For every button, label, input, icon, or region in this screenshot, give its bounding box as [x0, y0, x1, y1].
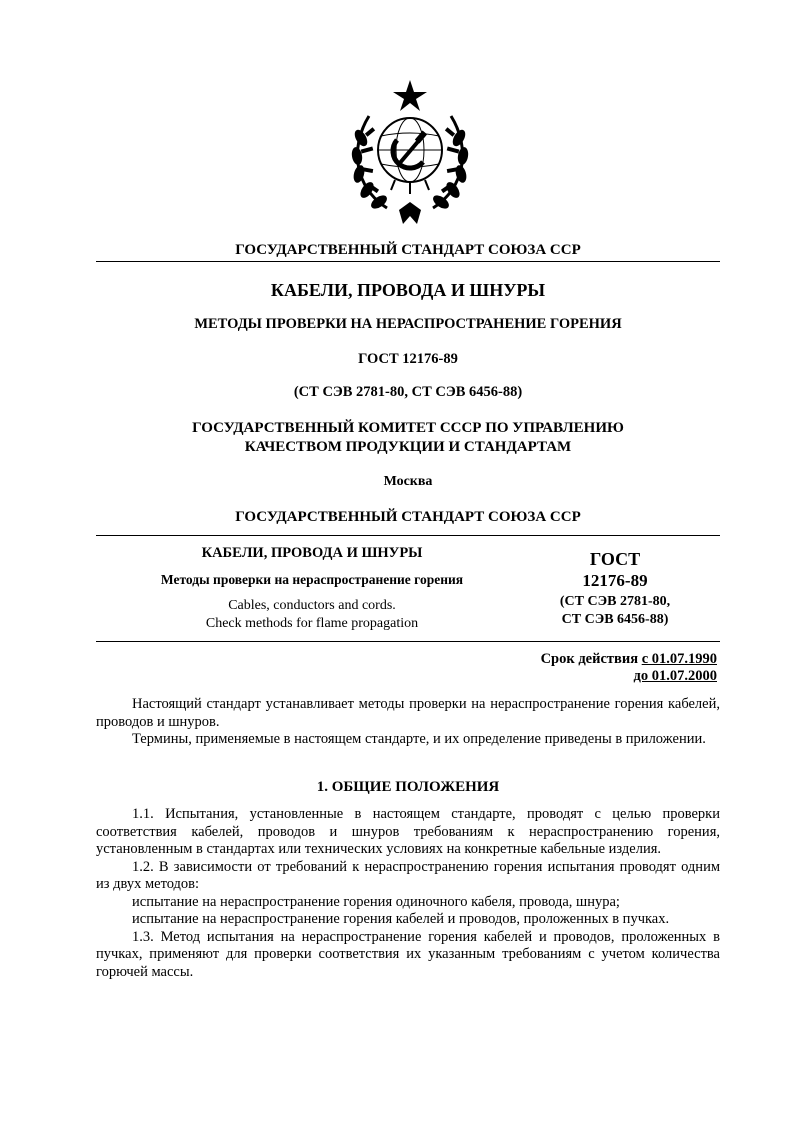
committee-line-1: ГОСУДАРСТВЕННЫЙ КОМИТЕТ СССР ПО УПРАВЛЕНИЮ — [192, 420, 624, 436]
cmea-line-1: (СТ СЭВ 2781-80, — [559, 594, 671, 609]
intro-paragraph: Термины, применяемые в настоящем стандарте, и их определение приведены в приложении. — [132, 731, 706, 747]
english-title-line-2: Check methods for flame propagation — [205, 616, 419, 631]
divider — [96, 535, 720, 536]
section-1-heading: 1. ОБЩИЕ ПОЛОЖЕНИЯ — [316, 779, 500, 795]
validity-line-1 — [541, 651, 717, 668]
divider — [96, 641, 720, 642]
section-paragraph: 1.2. В зависимости от требований к нераспространению горения испытания проводят одним из двух методов: — [96, 858, 720, 892]
gost-number: ГОСТ 12176-89 — [358, 351, 458, 367]
section-paragraph: 1.3. Метод испытания на нераспространение горения кабелей и проводов, проложенных в пучках, применяют для проверки соответствия их указанным требованиям с учетом количества горючей массы. — [96, 928, 720, 980]
committee-line-2: КАЧЕСТВОМ ПРОДУКЦИИ И СТАНДАРТАМ — [244, 439, 572, 455]
standard-subtitle: Методы проверки на нераспространение горения — [160, 572, 464, 587]
gost-label: ГОСТ — [589, 549, 641, 569]
ussr-coat-of-arms-icon — [347, 78, 473, 228]
intro-paragraph: Настоящий стандарт устанавливает методы проверки на нераспространение горения кабелей, проводов и шнуров. — [96, 696, 720, 730]
section-1-text — [96, 806, 720, 981]
gost-code: 12176-89 — [582, 571, 648, 590]
cmea-line-2: СТ СЭВ 6456-88) — [561, 612, 669, 627]
divider — [96, 261, 720, 262]
validity-label: Срок действия — [540, 651, 642, 667]
validity-to: до 01.07.2000 — [633, 668, 717, 684]
section-paragraph: 1.1. Испытания, установленные в настоящем стандарте, проводят с целью проверки соответствия кабелей, проводов и шнуров требованиям к нераспространению горения, установленным в стандартах или технических условиях на конкретные кабельные изделия. — [96, 806, 720, 857]
section-paragraph: испытание на нераспространение горения одиночного кабеля, провода, шнура; — [132, 893, 620, 910]
cover-title: КАБЕЛИ, ПРОВОДА И ШНУРЫ — [270, 280, 546, 300]
validity-line-2 — [541, 668, 717, 685]
standard-header: ГОСУДАРСТВЕННЫЙ СТАНДАРТ СОЮЗА ССР — [235, 509, 581, 525]
standard-title: КАБЕЛИ, ПРОВОДА И ШНУРЫ — [201, 545, 423, 561]
validity-period — [541, 651, 717, 685]
cmea-reference: (СТ СЭВ 2781-80, СТ СЭВ 6456-88) — [293, 384, 523, 400]
section-paragraph: испытание на нераспространение горения кабелей и проводов, проложенных в пучках. — [132, 911, 670, 927]
intro-text — [96, 696, 720, 749]
english-title-line-1: Cables, conductors and cords. — [228, 598, 396, 613]
validity-from: с 01.07.1990 — [641, 651, 717, 667]
top-header: ГОСУДАРСТВЕННЫЙ СТАНДАРТ СОЮЗА ССР — [235, 242, 581, 258]
city: Москва — [383, 474, 433, 489]
cover-subtitle: МЕТОДЫ ПРОВЕРКИ НА НЕРАСПРОСТРАНЕНИЕ ГОРЕНИЯ — [194, 316, 622, 332]
